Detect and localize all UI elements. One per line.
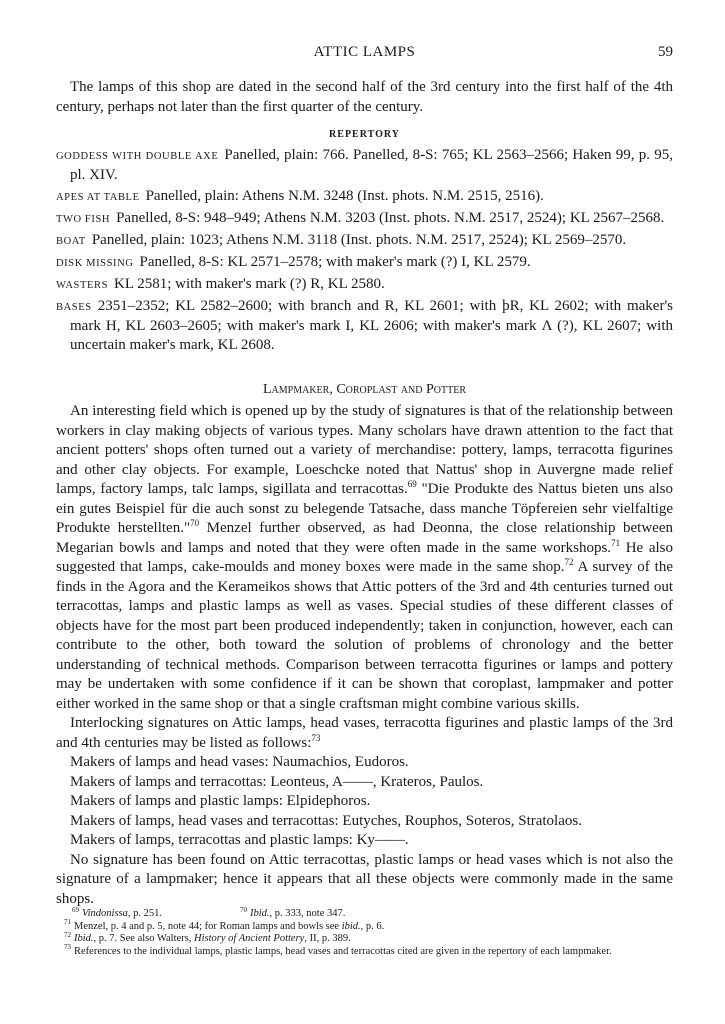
footnote-text: Menzel, p. 4 and p. 5, note 44; for Roman lamps and bowls see [74,920,342,932]
repertory-entry [56,187,673,207]
section-title: Lampmaker, Coroplast and Potter [262,382,467,397]
list-item: Makers of lamps and head vases: Naumachios, Eudoros. [70,754,409,770]
footnotes [56,905,673,958]
body-paragraph: No signature has been found on Attic terracottas, plastic lamps or head vases which is not also the signature of a lampmaker; hence it appears that all these objects were commonly made in the same shops. [56,851,673,907]
entry-type: WASTERS [56,280,109,291]
footnote-number: 69 [72,905,79,914]
footnote-text: , p. 7. See also Walters, [93,933,194,944]
footnote-text: , p. 333, note 347. [269,908,346,919]
entry-type: DISK MISSING [56,258,134,269]
footnote-69 [64,905,240,921]
text-run: He also suggested that lamps, cake-moulds and money boxes were made in the same shop. [56,539,673,575]
text-run: Interlocking signatures on Attic lamps, head vases, terracotta figurines and plastic lamps of the 3rd and 4th centuries may be listed as follows: [56,715,673,751]
footnote-text: References to the individual lamps, plastic lamps, head vases and terracottas cited are given in the repertory of each lampmaker. [74,945,612,957]
footnote-title: ibid. [341,920,361,932]
entry-text: Panelled, 8-S: 948–949; Athens N.M. 3203 (Inst. phots. N.M. 2517, 2524); KL 2567–2568. [116,210,665,226]
list-item: Makers of lamps and terracottas: Leonteus, A——, Krateros, Paulos. [70,773,484,790]
repertory-entry [56,275,673,295]
entry-text: Panelled, plain: 766. Panelled, 8-S: 765; KL 2563–2566; Haken 99, p. 95, pl. XIV. [70,147,673,183]
text-run: An interesting field which is opened up by the study of signatures is that of the relationship between workers in clay making objects of various types. Many scholars have drawn attention to the fact that ancient potters' shops often turned out a variety of merchandise: pottery, lamps, terracotta figurines and other clay objects. For example, Loeschcke noted that Nattus' shop in Auvergne made relief lamps, factory lamps, talc lamps, sigillata and terracottas. [56,403,673,497]
list-item: Makers of lamps, terracottas and plastic lamps: Ky——. [70,832,409,848]
intro-paragraph: The lamps of this shop are dated in the second half of the 3rd century into the first half of the 4th century, perhaps not later than the first quarter of the century. [56,79,673,115]
repertory-list [56,146,673,357]
footnote [56,905,673,921]
footnote-number: 71 [64,918,71,926]
entry-text: KL 2581; with maker's mark (?) R, KL 2580. [114,276,385,292]
footnote-70 [240,905,346,919]
list-item: Makers of lamps and plastic lamps: Elpidephoros. [70,793,371,809]
running-header [56,44,673,64]
running-title: ATTIC LAMPS [313,44,416,60]
footnote-71 [56,918,673,934]
entry-type: APES AT TABLE [56,192,140,203]
entry-text: Panelled, plain: Athens N.M. 3248 (Inst. phots. N.M. 2515, 2516). [145,188,544,204]
repertory-entry [56,146,673,185]
repertory-entry [56,209,673,229]
footnote-ref: 72 [564,557,574,567]
repertory-entry [56,297,673,355]
footnote-72 [56,930,673,946]
entry-text: Panelled, plain: 1023; Athens N.M. 3118 (Inst. phots. N.M. 2517, 2524); KL 2569–2570. [91,232,627,248]
footnote-ref: 73 [311,732,321,743]
footnote-title: Ibid. [74,933,94,944]
entry-type: GODDESS WITH DOUBLE AXE [56,151,219,162]
section-body [56,402,673,909]
footnote-ref: 69 [407,479,417,489]
footnote-ref: 70 [190,518,200,528]
entry-type: TWO FISH [56,214,111,225]
list-item: Makers of lamps, head vases and terracottas: Eutyches, Rouphos, Soteros, Stratolaos. [70,812,582,829]
footnote-text: , p. 6. [360,920,385,932]
footnote-number: 70 [240,905,247,914]
text-run: "Die Produkte des Nattus bieten uns also ein gutes Beispiel für die auch sonst zu belegende Tatsache, dass manche Töpfereien sehr vielfaltige Produkte herstellten." [56,481,673,536]
footnote-ref: 71 [611,537,621,548]
footnote-73 [56,943,673,959]
footnote-title: Ibid. [250,908,270,919]
page-number: 59 [658,44,673,60]
footnote-title: History of Ancient Pottery [194,933,305,944]
repertory-entry [56,231,673,251]
text-run: A survey of the finds in the Agora and the Kerameikos shows that Attic potters of the 3rd and 4th centuries turned out terracottas, lamps and plastic lamps as well as vases. Special studies of these different classes of objects have for the most part been produced independently; taken in conjunction, however, each can contribute to the other, both toward the solution of problems of chronology and the better understanding of technical methods. Comparison between terracotta figurines or lamps and pottery may be undertaken with some confidence if it can be shown that coroplast, lampmaker and potter either worked in the same shop or that a single craftsman might combine various skills. [56,559,673,712]
body-paragraph [56,402,673,714]
footnote-number: 73 [64,943,71,951]
footnote-text: , p. 251. [127,908,163,919]
repertory-heading: REPERTORY [329,129,400,140]
footnote-title: Vindonissa [82,908,128,919]
entry-type: BASES [56,302,92,313]
entry-type: BOAT [56,236,86,247]
repertory-entry [56,253,673,273]
body-paragraph [56,714,673,753]
text-run: Menzel further observed, as had Deonna, the close relationship between Megarian bowls and lamps and noted that they were often made in the same workshops. [56,520,673,556]
entry-text: Panelled, 8-S: KL 2571–2578; with maker's mark (?) I, KL 2579. [139,254,531,270]
footnote-number: 72 [64,930,71,939]
entry-text: 2351–2352; KL 2582–2600; with branch and R, KL 2601; with ϸR, KL 2602; with maker's mark H, KL 2603–2605; with maker's mark I, KL 2606; with maker's mark Λ (?), KL 2607; with uncertain maker's mark, KL 2608. [70,298,673,353]
footnote-text: , II, p. 389. [304,933,351,944]
